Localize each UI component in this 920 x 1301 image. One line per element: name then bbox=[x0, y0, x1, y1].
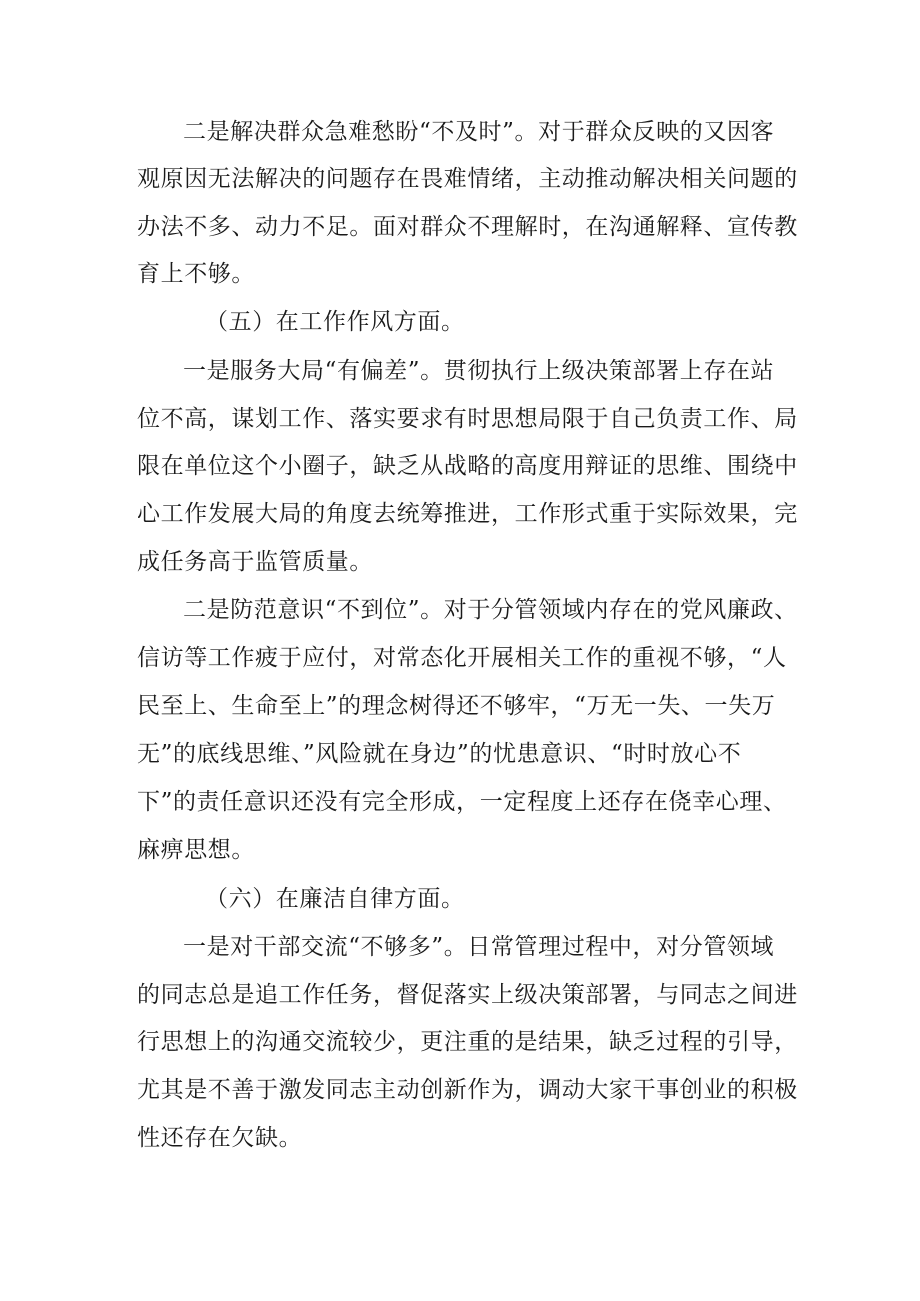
text-line: 限在单位这个小圈子，缺乏从战略的高度用辩证的思维、围绕中 bbox=[137, 453, 798, 479]
text-line: 心工作发展大局的角度去统筹推进，工作形式重于实际效果，完 bbox=[137, 501, 798, 527]
text-line: 信访等工作疲于应付，对常态化开展相关工作的重视不够，“人 bbox=[137, 645, 787, 671]
text-line: 民至上、生命至上”的理念树得还不够牢，“万无一失、一失万 bbox=[137, 693, 776, 719]
text-line: 位不高，谋划工作、落实要求有时思想局限于自己负责工作、局 bbox=[137, 406, 798, 432]
text-line: 二是解决群众急难愁盼“不及时”。对于群众反映的又因客 bbox=[183, 119, 775, 145]
text-line: 观原因无法解决的问题存在畏难情绪，主动推动解决相关问题的 bbox=[137, 166, 798, 192]
text-line: 的同志总是追工作任务，督促落实上级决策部署，与同志之间进 bbox=[137, 982, 798, 1008]
text-line: 二是防范意识“不到位”。对于分管领域内存在的党风廉政、 bbox=[183, 597, 798, 623]
text-line: 下”的责任意识还没有完全形成，一定程度上还存在侥幸心理、 bbox=[137, 789, 787, 815]
section-heading: （六）在廉洁自律方面。 bbox=[205, 886, 465, 912]
text-line: 一是对干部交流“不够多”。日常管理过程中，对分管领域 bbox=[183, 934, 775, 960]
text-line: 性还存在欠缺。 bbox=[137, 1125, 303, 1151]
text-line: 无”的底线思维、”风险就在身边”的忧患意识、“时时放心不 bbox=[137, 741, 742, 767]
text-line: 尤其是不善于激发同志主动创新作为，调动大家干事创业的积极 bbox=[137, 1077, 798, 1103]
text-line: 行思想上的沟通交流较少，更注重的是结果，缺乏过程的引导， bbox=[137, 1029, 798, 1055]
text-line: 麻痹思想。 bbox=[137, 837, 255, 863]
text-line: 成任务高于监管质量。 bbox=[137, 549, 373, 575]
text-line: 育上不够。 bbox=[137, 261, 255, 287]
section-heading: （五）在工作作风方面。 bbox=[205, 309, 465, 335]
text-line: 一是服务大局“有偏差”。贯彻执行上级决策部署上存在站 bbox=[183, 358, 775, 384]
text-line: 办法不多、动力不足。面对群众不理解时，在沟通解释、宣传教 bbox=[137, 214, 798, 240]
